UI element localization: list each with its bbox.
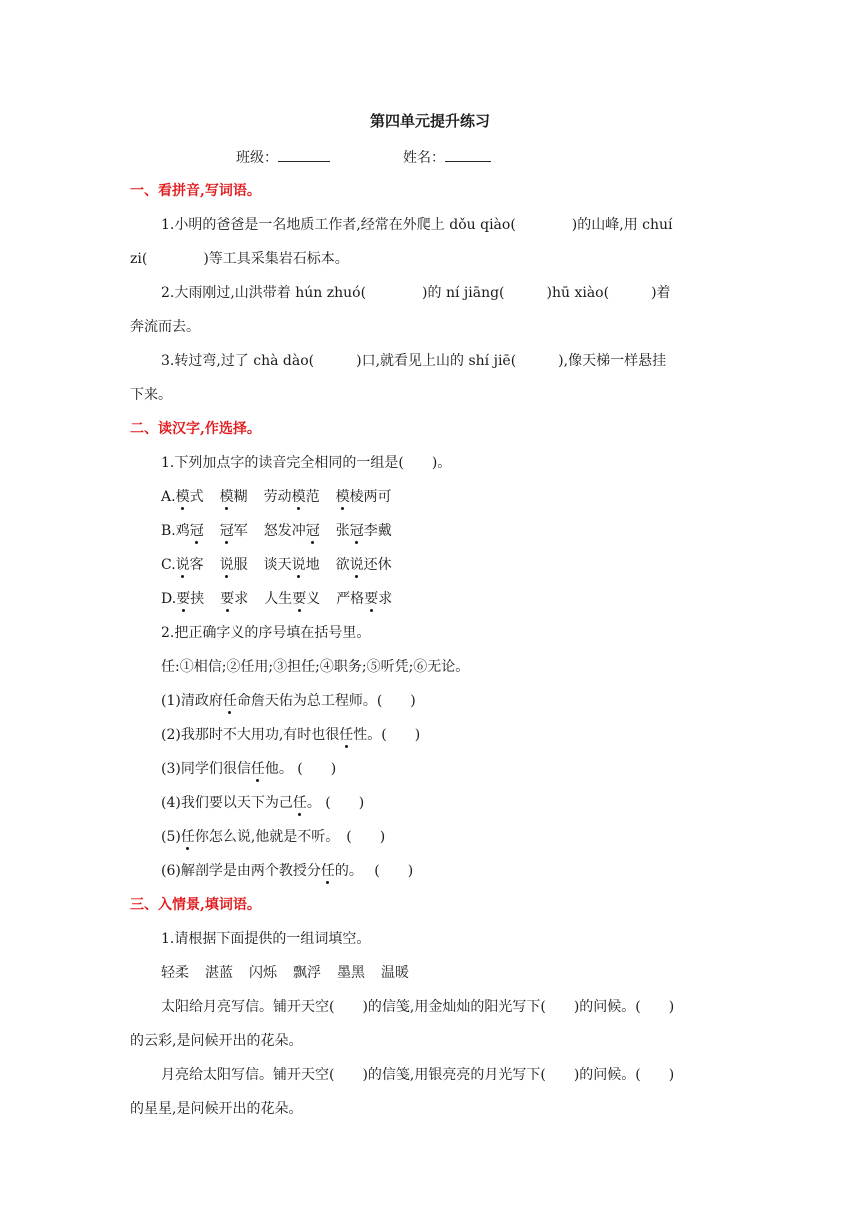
section-3-heading: 三、入情景,填词语。: [130, 897, 261, 913]
dotted-char: 模: [292, 486, 306, 506]
s1-q3-line1: 3.转过弯,过了 chà dào( )口,就看见上山的 shí jiē( ),像天梯一样悬挂: [161, 353, 667, 369]
s1-q2-line1: 2.大雨刚过,山洪带着 hún zhuó( )的 ní jiāng( )hū xiào( )着: [161, 285, 671, 301]
meaning-item-6: (6)解剖学是由两个教授分任的。 ( ): [161, 860, 413, 880]
dotted-char: 模: [176, 486, 190, 506]
dotted-char: 冠: [220, 520, 234, 540]
dotted-char: 模: [220, 486, 234, 506]
page-title: 第四单元提升练习: [369, 112, 490, 130]
option-b: B.鸡冠 冠军 怒发冲冠 张冠李戴: [161, 520, 392, 540]
dotted-char: 模: [336, 486, 350, 506]
option-label: D.: [161, 591, 177, 607]
s3-p2-line1: 月亮给太阳写信。铺开天空( )的信笺,用银亮亮的月光写下( )的问候。( ): [161, 1067, 675, 1083]
word-bank-item: 飘浮: [293, 965, 321, 981]
dotted-char: 任: [181, 826, 195, 846]
s2-q1: 1.下列加点字的读音完全相同的一组是( )。: [161, 455, 452, 471]
s3-q1: 1.请根据下面提供的一组词填空。: [161, 931, 371, 947]
dotted-char: 冠: [350, 520, 364, 540]
class-blank[interactable]: [278, 146, 330, 162]
name-field: [403, 146, 491, 167]
dotted-char: 要: [176, 588, 190, 608]
class-label: 班级：: [236, 150, 278, 166]
dotted-char: 任: [293, 792, 307, 812]
s2-q2: 2.把正确字义的序号填在括号里。: [161, 625, 371, 641]
dotted-char: 说: [220, 554, 234, 574]
section-1-heading: 一、看拼音,写词语。: [130, 183, 261, 199]
name-blank[interactable]: [445, 146, 491, 162]
s3-p2-line2: 的星星,是问候开出的花朵。: [130, 1101, 303, 1117]
section-2-heading: 二、读汉字,作选择。: [130, 421, 261, 437]
option-label: A.: [161, 489, 176, 505]
s1-q2-line2: 奔流而去。: [130, 319, 200, 335]
dotted-char: 要: [220, 588, 234, 608]
option-d: D.要挟 要求 人生要义 严格要求: [161, 588, 392, 608]
word-bank-item: 湛蓝: [205, 965, 233, 981]
word-bank-item: 温暖: [381, 965, 409, 981]
dotted-char: 冠: [190, 520, 204, 540]
s1-q3-line2: 下来。: [130, 387, 172, 403]
s3-p1-line1: 太阳给月亮写信。铺开天空( )的信笺,用金灿灿的阳光写下( )的问候。( ): [161, 999, 675, 1015]
dotted-char: 说: [176, 554, 190, 574]
dotted-char: 任: [339, 724, 353, 744]
dotted-char: 说: [350, 554, 364, 574]
s2-meanings: 任:①相信;②任用;③担任;④职务;⑤听凭;⑥无论。: [161, 659, 470, 675]
name-label: 姓名：: [403, 150, 445, 166]
word-bank-item: 墨黑: [337, 965, 365, 981]
word-bank-item: 闪烁: [249, 965, 277, 981]
dotted-char: 任: [321, 860, 335, 880]
word-bank: [161, 962, 409, 982]
dotted-char: 要: [292, 588, 306, 608]
option-a: A.模式 模糊 劳动模范 模棱两可: [161, 486, 392, 506]
s1-q1-line2: zi( )等工具采集岩石标本。: [130, 251, 349, 267]
option-label: B.: [161, 523, 176, 539]
class-field: [236, 146, 330, 167]
meaning-item-2: (2)我那时不大用功,有时也很任性。( ): [161, 724, 420, 744]
option-label: C.: [161, 557, 176, 573]
meaning-item-1: (1)清政府任命詹天佑为总工程师。( ): [161, 690, 416, 710]
dotted-char: 任: [251, 758, 265, 778]
dotted-char: 要: [364, 588, 378, 608]
option-c: C.说客 说服 谈天说地 欲说还休: [161, 554, 392, 574]
dotted-char: 冠: [306, 520, 320, 540]
meaning-item-3: (3)同学们很信任他。 ( ): [161, 758, 336, 778]
dotted-char: 说: [292, 554, 306, 574]
s1-q1-line1: 1.小明的爸爸是一名地质工作者,经常在外爬上 dǒu qiào( )的山峰,用 chuí: [161, 217, 673, 233]
meaning-item-5: (5)任你怎么说,他就是不听。 ( ): [161, 826, 385, 846]
dotted-char: 任: [223, 690, 237, 710]
word-bank-item: 轻柔: [161, 965, 189, 981]
meaning-item-4: (4)我们要以天下为己任。 ( ): [161, 792, 364, 812]
s3-p1-line2: 的云彩,是问候开出的花朵。: [130, 1033, 303, 1049]
